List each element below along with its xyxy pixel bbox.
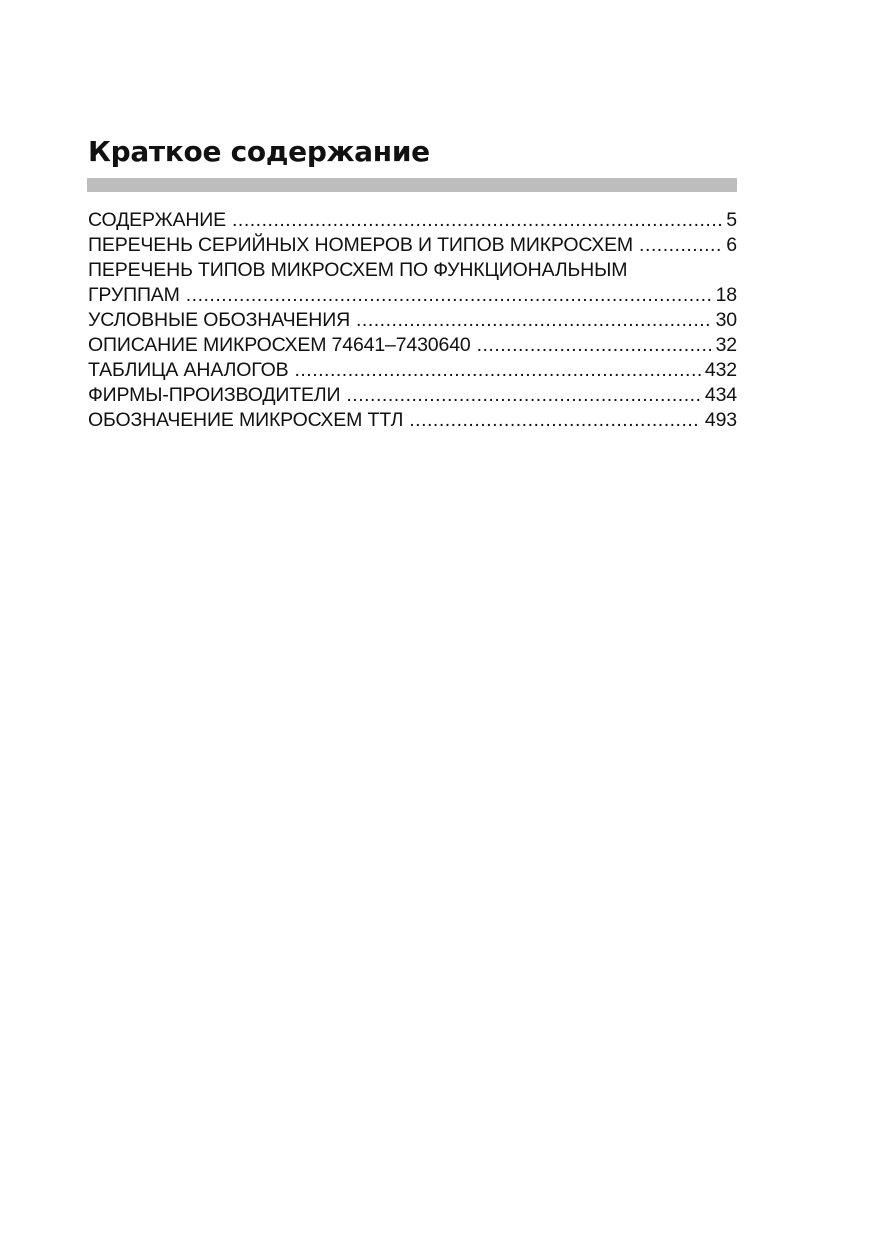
toc-entry[interactable] bbox=[88, 333, 737, 358]
toc-entry[interactable] bbox=[88, 208, 737, 233]
toc-dot-leader bbox=[294, 358, 700, 383]
toc-entry[interactable] bbox=[88, 358, 737, 383]
toc-entry-page: 5 bbox=[726, 209, 737, 231]
toc-entry-title: ПЕРЕЧЕНЬ СЕРИЙНЫХ НОМЕРОВ И ТИПОВ МИКРОСХЕМ bbox=[88, 234, 634, 256]
toc-dot-leader bbox=[232, 208, 722, 233]
toc-entry[interactable] bbox=[88, 308, 737, 333]
toc-entry[interactable] bbox=[88, 233, 737, 258]
toc-entry-title: ТАБЛИЦА АНАЛОГОВ bbox=[88, 359, 289, 381]
toc-entry[interactable] bbox=[88, 383, 737, 408]
toc-entry-page: 30 bbox=[715, 309, 737, 331]
toc-entry-page: 32 bbox=[715, 334, 737, 356]
page-title: Краткое содержание bbox=[88, 135, 430, 168]
toc-entry-title: ОПИСАНИЕ МИКРОСХЕМ 74641–7430640 bbox=[88, 334, 471, 356]
toc-entry[interactable] bbox=[88, 408, 737, 433]
toc-dot-leader bbox=[639, 233, 722, 258]
toc-entry-title: ФИРМЫ-ПРОИЗВОДИТЕЛИ bbox=[88, 384, 341, 406]
toc-entry-first-line bbox=[88, 258, 737, 283]
toc-dot-leader bbox=[477, 333, 712, 358]
toc-entry-second-line bbox=[88, 283, 737, 308]
title-underline-bar bbox=[87, 178, 737, 192]
toc-entry[interactable] bbox=[88, 258, 737, 308]
toc-entry-title-continuation: ГРУППАМ bbox=[88, 284, 180, 306]
toc-entry-title: УСЛОВНЫЕ ОБОЗНАЧЕНИЯ bbox=[88, 309, 351, 331]
table-of-contents bbox=[88, 208, 737, 433]
toc-entry-page: 434 bbox=[704, 384, 737, 406]
toc-dot-leader bbox=[186, 283, 712, 308]
toc-entry-title: ПЕРЕЧЕНЬ ТИПОВ МИКРОСХЕМ ПО ФУНКЦИОНАЛЬНЫМ bbox=[88, 259, 628, 281]
toc-entry-page: 6 bbox=[726, 234, 737, 256]
toc-dot-leader bbox=[346, 383, 701, 408]
toc-entry-title: ОБОЗНАЧЕНИЕ МИКРОСХЕМ ТТЛ bbox=[88, 409, 404, 431]
toc-entry-title: СОДЕРЖАНИЕ bbox=[88, 209, 227, 231]
toc-dot-leader bbox=[409, 408, 701, 433]
toc-dot-leader bbox=[356, 308, 712, 333]
toc-entry-page: 432 bbox=[704, 359, 737, 381]
toc-entry-page: 18 bbox=[715, 284, 737, 306]
toc-entry-page: 493 bbox=[704, 409, 737, 431]
